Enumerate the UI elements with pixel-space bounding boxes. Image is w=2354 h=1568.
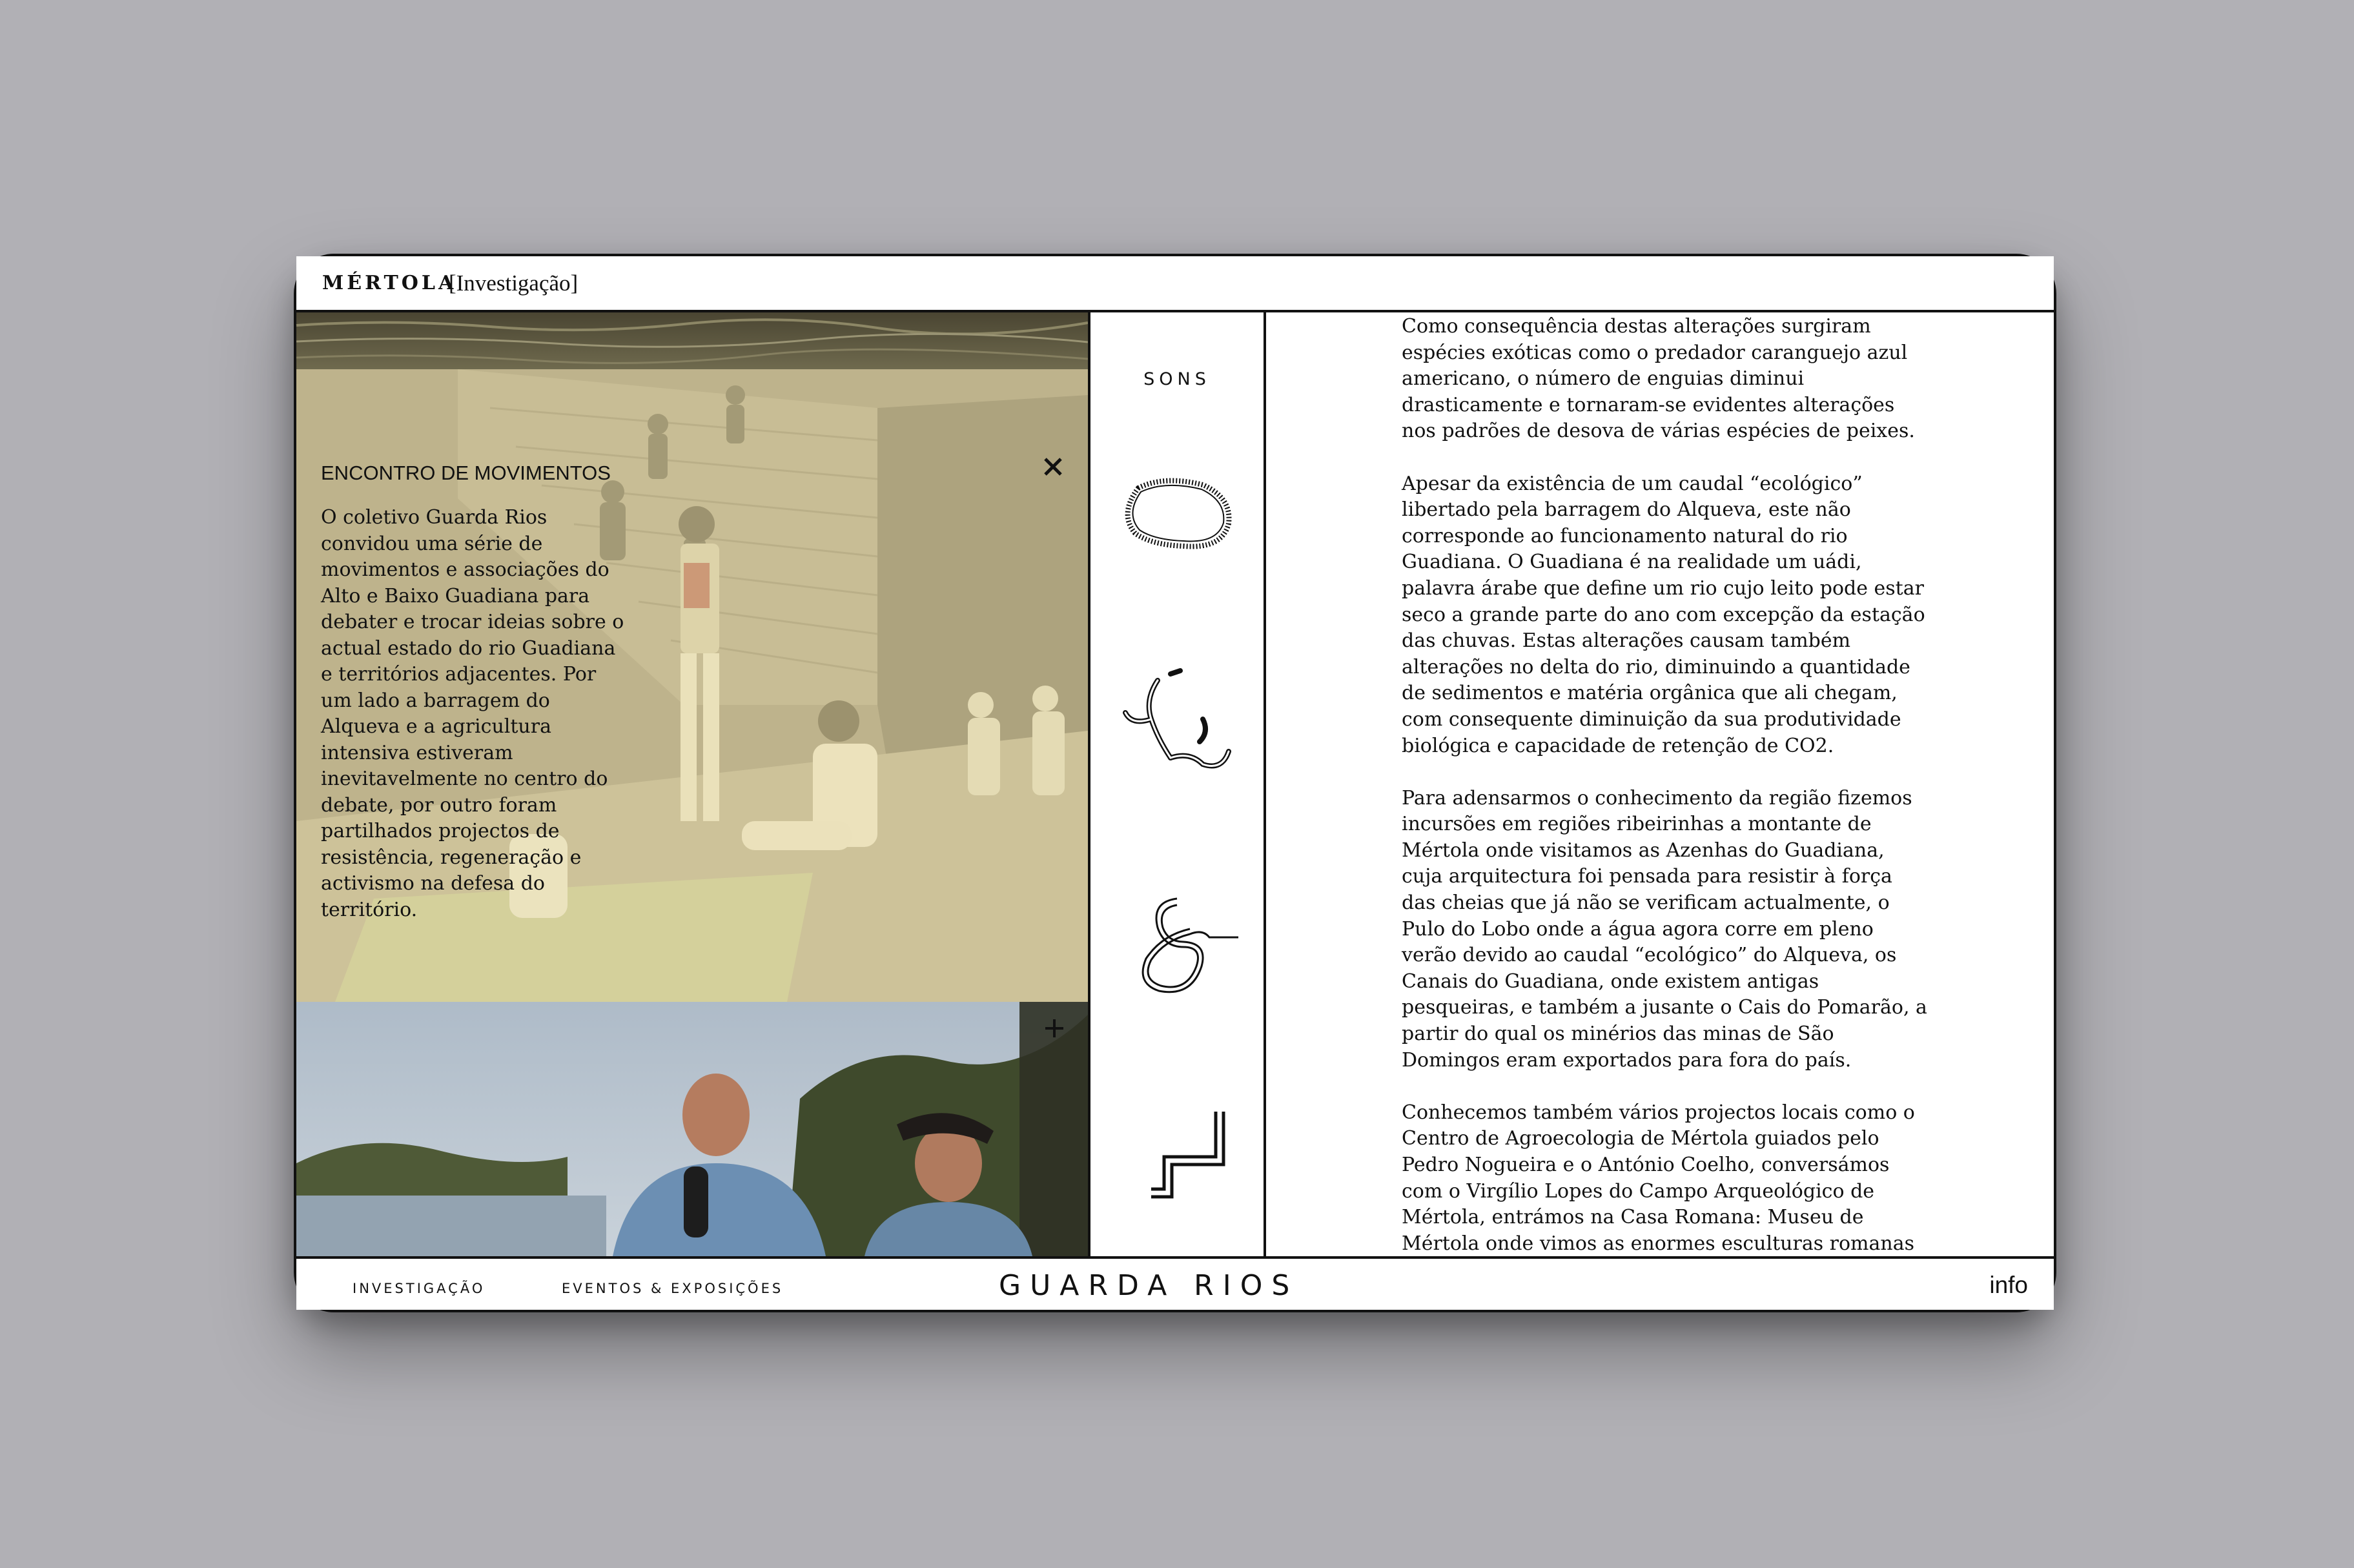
info-link[interactable]: info xyxy=(1989,1272,2028,1298)
device-frame xyxy=(294,254,2056,1312)
section-label: [Investigação] xyxy=(449,270,578,296)
step-sound-icon[interactable] xyxy=(1112,1105,1242,1202)
sons-column xyxy=(1090,312,1264,1256)
article-paragraph: Como consequência destas alterações surgiram espécies exóticas como o predador caranguejo azul americano, o número de enguias diminui drasticamente e tornaram-se evidentes alterações nos padrões de desova de várias espécies de peixes. xyxy=(1402,315,1915,443)
article-text xyxy=(1266,312,2054,1256)
media-column xyxy=(296,312,1088,1256)
nav-eventos-exposicoes[interactable]: EVENTOS & EXPOSIÇÕES xyxy=(562,1281,784,1296)
overlay-title: ENCONTRO DE MOVIMENTOS xyxy=(321,462,611,484)
info-overlay xyxy=(296,369,1088,1002)
close-icon[interactable] xyxy=(1040,454,1066,480)
page-header xyxy=(296,256,2054,312)
brand-logo[interactable]: GUARDA RIOS xyxy=(999,1269,1299,1302)
browser-screen xyxy=(296,256,2054,1310)
loop-sound-icon[interactable] xyxy=(1112,462,1242,559)
sons-label: SONS xyxy=(1143,369,1211,389)
plus-icon[interactable] xyxy=(1043,1017,1065,1039)
river-photo-strip xyxy=(296,312,1088,369)
article-paragraph: Para adensarmos o conhecimento da região fizemos incursões em regiões ribeirinhas a montante de Mértola onde visitamos as Azenhas do Guadiana, cuja arquitectura foi pensada para resistir à força das cheias que já não se verificam actualmente, o Pulo do Lobo onde a água agora corre em pleno verão devido ao caudal “ecológico” do Alqueva, os Canais do Guadiana, onde existem antigas pesqueiras, e também a jusante o Cais do Pomarão, a partir do qual os minérios das minas de São Domingos eram exportados para fora do país. xyxy=(1402,786,1927,1072)
knot-sound-icon[interactable] xyxy=(1112,889,1242,999)
talk-photo xyxy=(296,1002,1088,1256)
branch-sound-icon[interactable] xyxy=(1112,661,1242,790)
nav-investigacao[interactable]: INVESTIGAÇÃO xyxy=(353,1281,486,1296)
article-paragraph: Apesar da existência de um caudal “ecológico” libertado pela barragem do Alqueva, este não corresponde ao funcionamento natural do rio Guadiana. O Guadiana é na realidade um uádi, palavra árabe que define um rio cujo leito pode estar seco a grande parte do ano com excepção da estação das chuvas. Estas alterações causam também alterações no delta do rio, diminuindo a quantidade de sedimentos e matéria orgânica que ali chegam, com consequente diminuição da sua produtividade biológica e capacidade de retenção de CO2. xyxy=(1402,472,1925,757)
place-title: MÉRTOLA xyxy=(322,272,457,294)
overlay-description: O coletivo Guarda Rios convidou uma série de movimentos e associações do Alto e Baixo Guadiana para debater e trocar ideias sobre o actual estado do rio Guadiana e territórios adjacentes. Por um lado a barragem do Alqueva e a agricultura intensiva estiveram inevitavelmente no centro do debate, por outro foram partilhados projectos de resistência, regeneração e activismo na defesa do território. xyxy=(321,506,624,921)
article-paragraph: Conhecemos também vários projectos locais como o Centro de Agroecologia de Mértola guiados pelo Pedro Nogueira e o António Coelho, conversámos com o Virgílio Lopes do Campo Arqueológico de Mértola, entrámos na Casa Romana: Museu de Mértola onde vimos as enormes esculturas romanas xyxy=(1402,1101,1915,1255)
site-footer xyxy=(296,1256,2054,1310)
